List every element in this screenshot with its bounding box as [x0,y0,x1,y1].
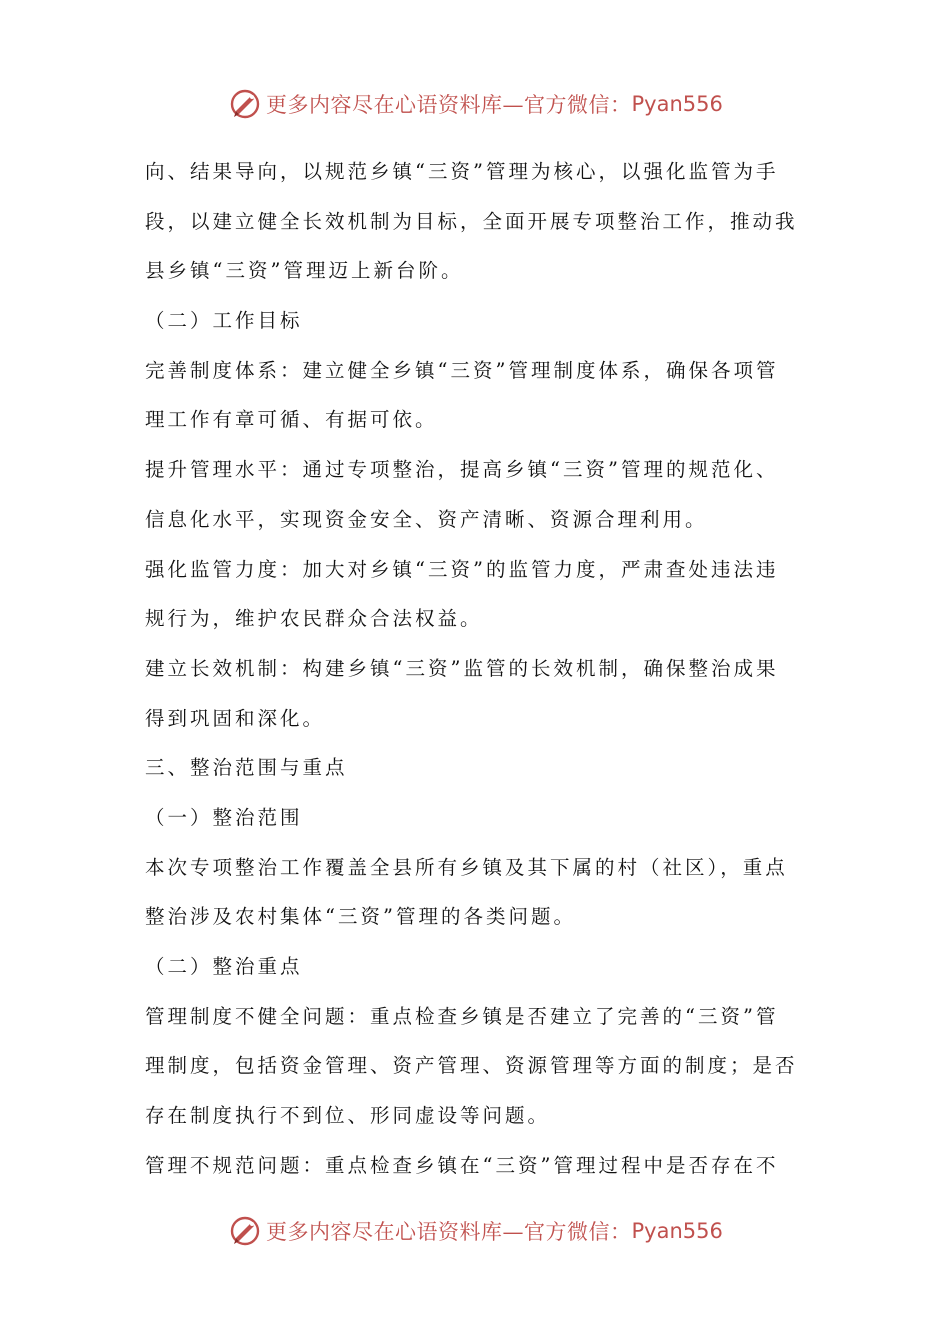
body-line: 提升管理水平：通过专项整治，提高乡镇“三资”管理的规范化、 [145,458,779,482]
watermark-wechat-id: Pyan556 [631,1219,723,1243]
subheading: （二）整治重点 [145,955,303,978]
watermark-footer [0,1211,950,1251]
body-line: 县乡镇“三资”管理迈上新台阶。 [145,259,464,283]
body-line: 强化监管力度：加大对乡镇“三资”的监管力度，严肃查处违法违 [145,557,779,581]
watermark-footer-content [228,1211,723,1251]
body-line: 建立长效机制：构建乡镇“三资”监管的长效机制，确保整治成果 [145,656,779,680]
body-line: 规行为，维护农民群众合法权益。 [145,607,483,631]
body-line: 段，以建立健全长效机制为目标，全面开展专项整治工作，推动我 [145,209,798,233]
watermark-wechat-id: Pyan556 [631,92,723,116]
subheading: （二）工作目标 [145,309,303,333]
body-line: 信息化水平，实现资金安全、资产清晰、资源合理利用。 [145,507,708,531]
watermark-text: 更多内容尽在心语资料库—官方微信： [266,1220,632,1244]
watermark-header-content [228,84,723,124]
body-line: 得到巩固和深化。 [145,706,326,730]
section-heading: 三、整治范围与重点 [145,756,348,780]
body-line: 完善制度体系：建立健全乡镇“三资”管理制度体系，确保各项管 [145,358,779,382]
body-line: 理工作有章可循、有据可依。 [145,408,438,432]
pen-logo-icon [228,87,262,121]
body-line: 本次专项整治工作覆盖全县所有乡镇及其下属的村（社区），重点 [145,855,788,879]
body-line: 管理制度不健全问题：重点检查乡镇是否建立了完善的“三资”管 [145,1004,779,1028]
pen-logo-icon [228,1214,262,1248]
watermark-text: 更多内容尽在心语资料库—官方微信： [266,93,632,117]
document-body [145,147,810,1190]
body-line: 存在制度执行不到位、形同虚设等问题。 [145,1104,551,1128]
body-line: 向、结果导向，以规范乡镇“三资”管理为核心，以强化监管为手 [145,160,779,183]
watermark-header [0,84,950,124]
body-line: 管理不规范问题：重点检查乡镇在“三资”管理过程中是否存在不 [145,1153,779,1177]
subheading: （一）整治范围 [145,805,303,829]
body-line: 整治涉及农村集体“三资”管理的各类问题。 [145,905,576,929]
body-line: 理制度，包括资金管理、资产管理、资源管理等方面的制度；是否 [145,1054,798,1078]
